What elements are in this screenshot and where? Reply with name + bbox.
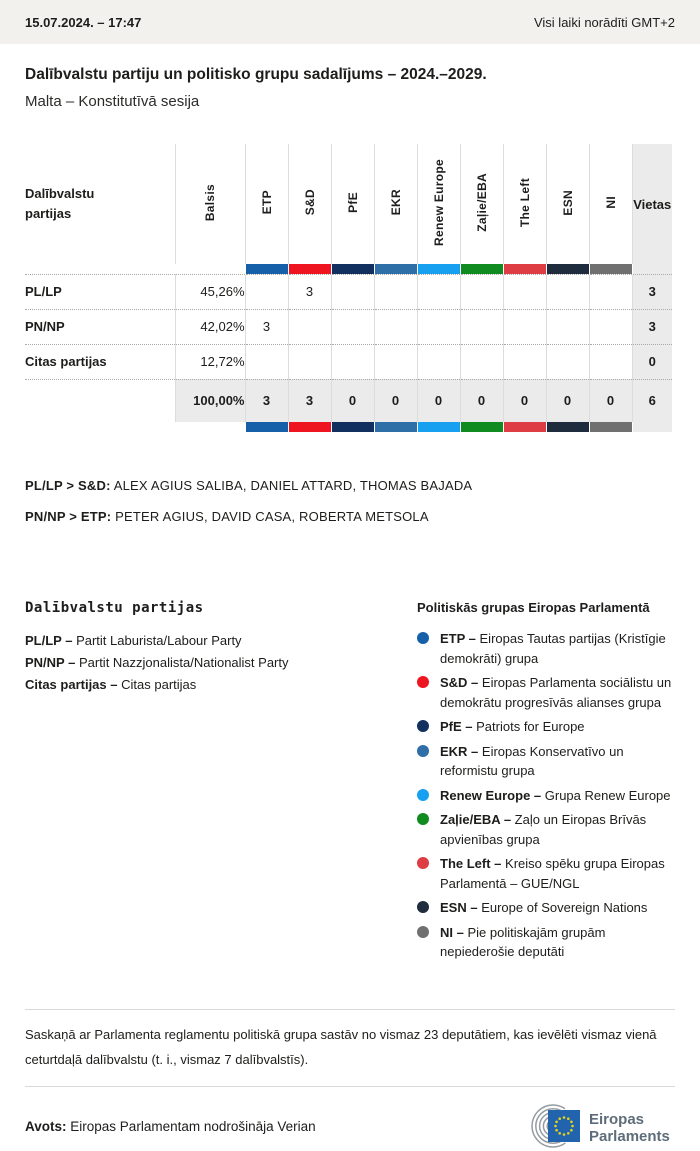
vote-share: 12,72% <box>175 344 245 379</box>
legend-item-citas: Citas partijas – Citas partijas <box>25 677 197 692</box>
color-swatch-etp <box>245 422 288 432</box>
column-header-ekr: EKR <box>374 144 417 264</box>
color-swatch-renew <box>417 264 460 274</box>
logo-text-line2: Parlaments <box>589 1127 670 1145</box>
ni-color-dot <box>417 926 429 938</box>
source-line: Avots: Eiropas Parlamentam nodrošināja Verian <box>25 1119 316 1134</box>
timezone-note: Visi laiki norādīti GMT+2 <box>533 14 675 30</box>
column-header-esn: ESN <box>546 144 589 264</box>
legend-section <box>25 600 675 967</box>
color-swatch-esn <box>546 264 589 274</box>
legend-item-pn-np: PN/NP – Partit Nazzjonalista/Nationalist Party <box>25 655 289 670</box>
political-groups-legend <box>417 600 675 967</box>
member-line-pn-np: PN/NP > ETP: PETER AGIUS, DAVID CASA, ROBERTA METSOLA <box>25 509 429 524</box>
color-swatch-ni <box>589 264 632 274</box>
party-name: PN/NP <box>25 309 175 344</box>
column-header-pfe: PfE <box>331 144 374 264</box>
table-total-row: 100,00% 3 3 0 0 0 0 0 0 0 6 <box>25 379 672 422</box>
column-header-renew: Renew Europe <box>417 144 460 264</box>
seats-total: 0 <box>632 344 672 379</box>
the-left-color-dot <box>417 857 429 869</box>
color-swatch-pfe <box>331 264 374 274</box>
political-groups-heading: Politiskās grupas Eiropas Parlamentā <box>417 600 650 615</box>
page-subtitle: Malta – Konstitutīvā sesija <box>25 93 200 110</box>
renew-color-dot <box>417 789 429 801</box>
footer <box>25 1103 675 1151</box>
legend-item-the-left: The Left – Kreiso spēku grupa Eiropas Parlamentā – GUE/NGL <box>417 854 675 893</box>
table-row-pn-np: PN/NP 42,02% 3 3 <box>25 309 672 344</box>
column-header-zalie-eba: Zaļie/EBA <box>460 144 503 264</box>
grand-total-seats: 6 <box>632 379 672 422</box>
column-header-the-left: The Left <box>503 144 546 264</box>
party-name: Citas partijas <box>25 344 175 379</box>
legend-item-renew: Renew Europe – Grupa Renew Europe <box>417 786 675 806</box>
legend-item-etp: ETP – Eiropas Tautas partijas (Kristīgie demokrāti) grupa <box>417 629 675 668</box>
legend-item-pfe: PfE – Patriots for Europe <box>417 717 675 737</box>
color-swatch-zalie-eba <box>460 422 503 432</box>
seats-total: 3 <box>632 309 672 344</box>
etp-color-dot <box>417 632 429 644</box>
national-parties-legend <box>25 600 417 967</box>
logo-text-line1: Eiropas <box>589 1110 645 1128</box>
report-datetime: 15.07.2024. – 17:47 <box>25 14 142 30</box>
color-swatch-sd <box>288 264 331 274</box>
color-swatch-ekr <box>374 422 417 432</box>
color-swatch-the-left <box>503 422 546 432</box>
column-header-ni: NI <box>589 144 632 264</box>
column-header-etp: ETP <box>245 144 288 264</box>
column-header-vietas: Vietas <box>632 144 672 264</box>
legend-item-ni: NI – Pie politiskajām grupām nepiederošie deputāti <box>417 923 675 962</box>
color-swatch-esn <box>546 422 589 432</box>
footnote: Saskaņā ar Parlamenta reglamentu politiskā grupa sastāv no vismaz 23 deputātiem, kas ievēlēti vismaz vienā ceturtdaļā dalībvalstu (t. i., vismaz 7 dalībvalstīs). <box>25 1009 675 1087</box>
legend-item-zalie-eba: Zaļie/EBA – Zaļo un Eiropas Brīvās apvienības grupa <box>417 810 675 849</box>
group-color-bar-top <box>25 264 672 274</box>
page-title: Dalībvalstu partiju un politisko grupu sadalījums – 2024.–2029. <box>25 66 487 83</box>
color-swatch-zalie-eba <box>460 264 503 274</box>
esn-color-dot <box>417 901 429 913</box>
ekr-color-dot <box>417 745 429 757</box>
ep-hemicycle-icon <box>507 1103 675 1151</box>
vote-share: 45,26% <box>175 274 245 309</box>
european-parliament-logo <box>507 1103 675 1151</box>
column-header-sd: S&D <box>288 144 331 264</box>
national-parties-heading: Dalībvalstu partijas <box>25 600 204 616</box>
total-vote-share: 100,00% <box>175 379 245 422</box>
legend-item-sd: S&D – Eiropas Parlamenta sociālistu un demokrātu progresīvās alianses grupa <box>417 673 675 712</box>
color-swatch-ekr <box>374 264 417 274</box>
legend-item-esn: ESN – Europe of Sovereign Nations <box>417 898 675 918</box>
vote-share: 42,02% <box>175 309 245 344</box>
color-swatch-ni <box>589 422 632 432</box>
legend-item-ekr: EKR – Eiropas Konservatīvo un reformistu grupa <box>417 742 675 781</box>
elected-members-section <box>25 478 675 524</box>
top-info-bar <box>0 0 700 44</box>
color-swatch-etp <box>245 264 288 274</box>
party-name: PL/LP <box>25 274 175 309</box>
color-swatch-renew <box>417 422 460 432</box>
seats-total: 3 <box>632 274 672 309</box>
column-header-balsis: Balsis <box>175 144 245 264</box>
group-color-bar-bottom <box>25 422 672 432</box>
color-swatch-the-left <box>503 264 546 274</box>
zalie-eba-color-dot <box>417 813 429 825</box>
pfe-color-dot <box>417 720 429 732</box>
table-row-citas-partijas <box>25 344 672 379</box>
column-header-parties: Dalībvalstu partijas <box>25 186 95 221</box>
color-swatch-sd <box>288 422 331 432</box>
sd-color-dot <box>417 676 429 688</box>
color-swatch-pfe <box>331 422 374 432</box>
legend-item-pl-lp: PL/LP – Partit Laburista/Labour Party <box>25 633 242 648</box>
member-line-pl-lp: PL/LP > S&D: ALEX AGIUS SALIBA, DANIEL ATTARD, THOMAS BAJADA <box>25 478 473 493</box>
table-row-pl-lp: PL/LP 45,26% 3 3 <box>25 274 672 309</box>
results-table <box>25 144 672 432</box>
table-header-row <box>25 144 672 264</box>
